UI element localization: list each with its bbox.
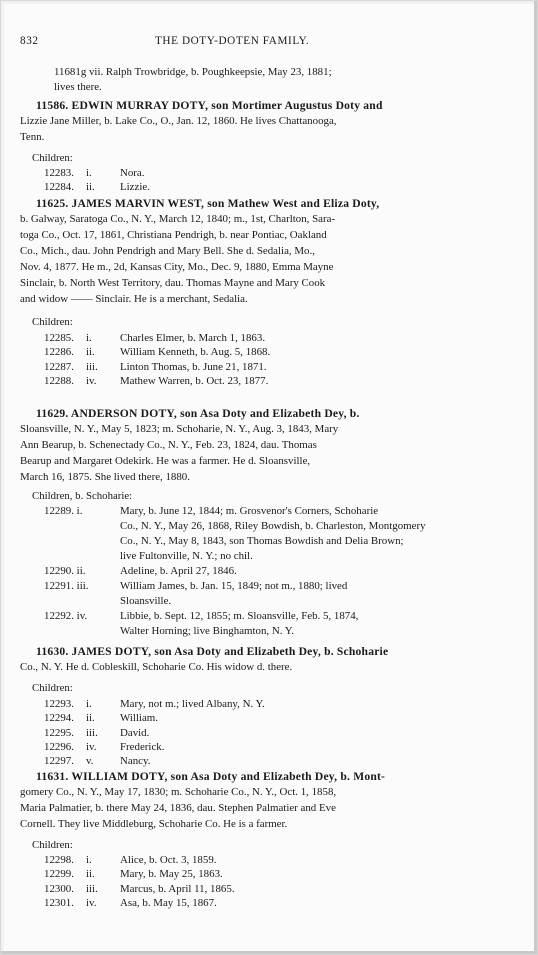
child-number: 12289. i. (44, 505, 83, 517)
child-number: 12299. (44, 868, 74, 881)
child-roman: ii. (86, 868, 95, 881)
page-number: 832 (20, 35, 39, 47)
child-number: 12292. iv. (44, 610, 88, 622)
child-entry: William Kenneth, b. Aug. 5, 1868. (120, 346, 271, 359)
child-entry: Alice, b. Oct. 3, 1859. (120, 854, 217, 866)
child-roman: i. (86, 167, 92, 179)
child-roman: iv. (86, 896, 97, 909)
child-roman: ii. (86, 181, 95, 194)
entry-line: toga Co., Oct. 17, 1861, Christiana Pendrigh, b. near Pontiac, Oakland (20, 229, 327, 241)
child-entry: Mathew Warren, b. Oct. 23, 1877. (120, 374, 269, 387)
child-roman: i. (86, 332, 92, 344)
entry-line: and widow —— Sinclair. He is a merchant, Sedalia. (20, 293, 248, 305)
child-roman: ii. (86, 346, 95, 359)
children-label: Children: (32, 316, 73, 328)
entry-line: March 16, 1875. She lived there, 1880. (20, 471, 190, 483)
child-roman: iv. (86, 740, 97, 753)
child-entry: live Fultonville, N. Y.; no chil. (120, 550, 253, 562)
entry-line: b. Galway, Saratoga Co., N. Y., March 12, 1840; m., 1st, Charlton, Sara- (20, 213, 336, 225)
child-roman: iii. (86, 882, 98, 895)
children-label: Children: (32, 152, 73, 164)
child-roman: i. (86, 854, 92, 866)
entry-line: 11681g vii. Ralph Trowbridge, b. Poughkeepsie, May 23, 1881; (54, 66, 332, 78)
children-label: Children: (32, 682, 73, 694)
child-number: 12290. ii. (44, 565, 86, 577)
child-number: 12284. (44, 181, 74, 194)
child-entry: Frederick. (120, 740, 165, 753)
child-number: 12293. (44, 698, 74, 710)
entry-line: Co., N. Y. He d. Cobleskill, Schoharie Co. His widow d. there. (20, 661, 293, 673)
entry-line: Nov. 4, 1877. He m., 2d, Kansas City, Mo., Dec. 9, 1880, Emma Mayne (20, 261, 334, 273)
child-roman: v. (86, 755, 94, 768)
entry-heading: 11629. ANDERSON DOTY, son Asa Doty and Elizabeth Dey, b. (36, 407, 360, 420)
entry-line: Sinclair, b. North West Territory, dau. Thomas Mayne and Mary Cook (20, 277, 326, 289)
child-number: 12300. (44, 882, 74, 895)
child-roman: iii. (86, 360, 98, 373)
children-label: Children: (32, 839, 73, 851)
child-entry: Co., N. Y., May 8, 1843, son Thomas Bowdish and Delia Brown; (120, 535, 404, 547)
child-roman: i. (86, 698, 92, 710)
child-number: 12283. (44, 167, 74, 179)
child-entry: Walter Horning; live Binghamton, N. Y. (120, 625, 294, 637)
entry-line: Sloansville, N. Y., May 5, 1823; m. Schoharie, N. Y., Aug. 3, 1843, Mary (20, 423, 339, 435)
child-entry: Nora. (120, 167, 145, 179)
child-entry: Mary, not m.; lived Albany, N. Y. (120, 698, 265, 710)
entry-heading: 11625. JAMES MARVIN WEST, son Mathew West and Eliza Doty, (36, 197, 380, 210)
entry-line: Co., Mich., dau. John Pendrigh and Mary Bell. She d. Sedalia, Mo., (20, 245, 315, 257)
child-number: 12287. (44, 360, 74, 373)
entry-line: Lizzie Jane Miller, b. Lake Co., O., Jan. 12, 1860. He lives Chattanooga, (20, 115, 337, 127)
child-number: 12295. (44, 726, 74, 739)
child-entry: Sloansville. (120, 595, 172, 607)
entry-line: Maria Palmatier, b. there May 24, 1836, dau. Stephen Palmatier and Eve (20, 802, 336, 814)
child-number: 12297. (44, 755, 74, 768)
child-entry: Mary, b. June 12, 1844; m. Grosvenor's Corners, Schoharie (120, 505, 379, 517)
child-number: 12286. (44, 346, 74, 359)
child-number: 12288. (44, 374, 74, 387)
child-entry: Mary, b. May 25, 1863. (120, 868, 223, 881)
entry-line: gomery Co., N. Y., May 17, 1830; m. Schoharie Co., N. Y., Oct. 1, 1858, (20, 786, 337, 798)
child-entry: Linton Thomas, b. June 21, 1871. (120, 360, 267, 373)
child-roman: iv. (86, 374, 97, 387)
child-number: 12296. (44, 740, 74, 753)
child-entry: Co., N. Y., May 26, 1868, Riley Bowdish, b. Charleston, Montgomery (120, 520, 426, 532)
child-number: 12294. (44, 712, 74, 725)
child-entry: Asa, b. May 15, 1867. (120, 896, 217, 909)
child-number: 12291. iii. (44, 580, 89, 592)
child-entry: Marcus, b. April 11, 1865. (120, 882, 235, 895)
child-number: 12301. (44, 896, 74, 909)
children-label: Children, b. Schoharie: (32, 490, 133, 502)
child-entry: Libbie, b. Sept. 12, 1855; m. Sloansville, Feb. 5, 1874, (120, 610, 359, 622)
child-roman: ii. (86, 712, 95, 725)
running-title: THE DOTY-DOTEN FAMILY. (155, 35, 310, 47)
entry-heading: 11631. WILLIAM DOTY, son Asa Doty and Elizabeth Dey, b. Mont- (36, 770, 386, 783)
entry-line: Ann Bearup, b. Schenectady Co., N. Y., Feb. 23, 1824, dau. Thomas (20, 439, 317, 451)
child-entry: William. (120, 712, 158, 725)
child-entry: Charles Elmer, b. March 1, 1863. (120, 332, 266, 344)
entry-line: lives there. (54, 81, 102, 93)
entry-line: Bearup and Margaret Odekirk. He was a farmer. He d. Sloansville, (20, 455, 311, 467)
entry-line: Cornell. They live Middleburg, Schoharie Co. He is a farmer. (20, 818, 288, 830)
child-entry: David. (120, 726, 150, 739)
child-entry: Adeline, b. April 27, 1846. (120, 565, 237, 577)
entry-heading: 11630. JAMES DOTY, son Asa Doty and Elizabeth Dey, b. Schoharie (36, 645, 389, 658)
child-entry: Lizzie. (120, 181, 150, 194)
child-entry: William James, b. Jan. 15, 1849; not m., 1880; lived (120, 580, 348, 592)
entry-line: Tenn. (20, 131, 45, 143)
child-number: 12298. (44, 854, 74, 866)
child-number: 12285. (44, 332, 74, 344)
child-entry: Nancy. (120, 755, 151, 768)
entry-heading: 11586. EDWIN MURRAY DOTY, son Mortimer Augustus Doty and (36, 99, 383, 112)
child-roman: iii. (86, 726, 98, 739)
